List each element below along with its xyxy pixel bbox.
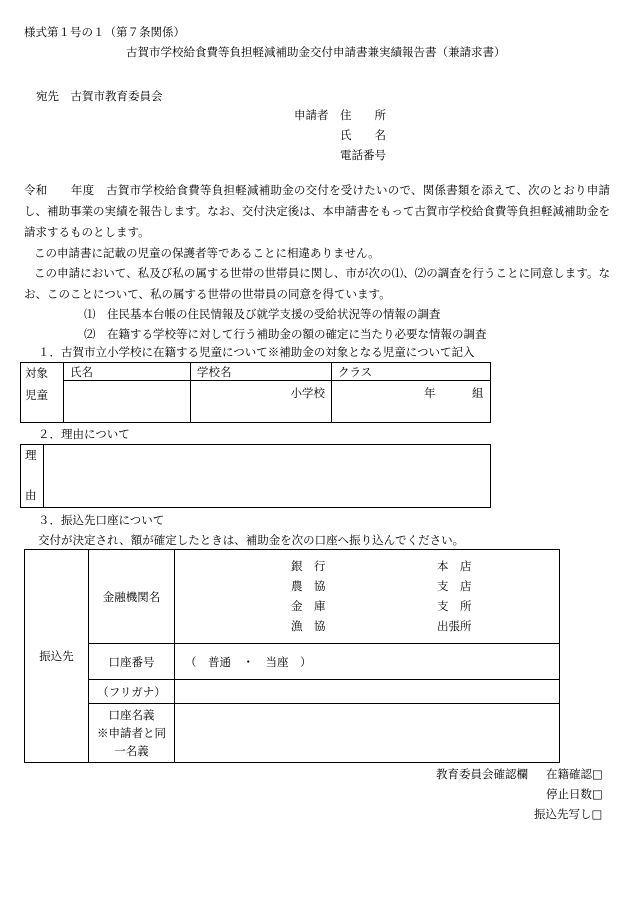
stop-days-check[interactable]: 停止日数□ (546, 787, 603, 801)
target-child-cell (21, 363, 64, 423)
consent-statement: この申請において、私及び私の属する世帯の世帯員に関し、市が次の⑴、⑵の調査を行うことに同意します。なお、このことについて、私の属する世帯の世帯員の同意を得ています。 (24, 266, 610, 301)
enrollment-check[interactable]: 在籍確認□ (546, 767, 603, 781)
furigana-label-cell (89, 680, 175, 704)
transfer-intro: 交付が決定され、額が確定したときは、補助金を次の口座へ振り込んでください。 (38, 533, 465, 547)
name-column-header: 氏名 (70, 365, 93, 379)
account-number-label-cell (89, 644, 175, 680)
section1-heading: １．古賀市立小学校に在籍する児童について※補助金の対象となる児童について記入 (38, 345, 475, 359)
section3-heading: ３．振込先口座について (38, 513, 165, 527)
reason-char-2: 由 (25, 488, 37, 502)
bank-name-label: 金融機関名 (102, 589, 161, 604)
reason-field[interactable] (44, 445, 491, 508)
transfer-label-cell (25, 550, 89, 763)
bank-table (24, 549, 560, 763)
child-table (20, 362, 491, 423)
branch-type-head: 本 店 (437, 559, 472, 573)
account-holder-note-2: 一名義 (114, 744, 149, 758)
form-number: 様式第１号の１（第７条関係） (24, 25, 185, 39)
class-column-header: クラス (338, 365, 373, 379)
school-header-cell (191, 363, 332, 381)
reason-char-1: 理 (25, 448, 37, 462)
account-holder-note-1: ※申請者と同 (97, 726, 166, 740)
class-header-cell (332, 363, 491, 381)
consent-item-2: ⑵ 在籍する学校等に対して行う補助金の額の確定に当たり必要な情報の調査 (84, 327, 487, 341)
name-header-cell (64, 363, 191, 381)
transfer-copy-check[interactable]: 振込先写し□ (534, 807, 603, 821)
application-statement: 令和 年度 古賀市学校給食費等負担軽減補助金の交付を受けたいので、関係書類を添えて、次のとおり申請し、補助事業の実績を報告します。なお、交付決定後は、本申請書をもって古賀市学校給食費等負担軽減補助金を請求するものとします。 (24, 183, 610, 239)
board-confirmation-label: 教育委員会確認欄 (436, 767, 528, 781)
phone-label: 電話番号 (340, 148, 386, 162)
consent-item-1: ⑴ 住民基本台帳の住民情報及び就学支援の受給状況等の情報の調査 (84, 307, 441, 321)
bank-type-credit-union: 金 庫 (291, 599, 326, 613)
address-label: 住 所 (340, 108, 386, 122)
reason-table (20, 444, 491, 508)
branch-type-office: 出張所 (437, 619, 472, 633)
child-name-field[interactable] (64, 381, 191, 423)
branch-type-sub-branch: 支 所 (437, 599, 472, 613)
child-label: 児童 (25, 388, 48, 402)
section2-heading: ２．理由について (38, 427, 130, 441)
school-name-field[interactable] (191, 381, 332, 423)
account-type: （ 普通 ・ 当座 ） (185, 654, 312, 669)
branch-type-branch: 支 店 (437, 579, 472, 593)
bank-name-field[interactable] (175, 550, 560, 644)
account-holder-label: 口座名義 (108, 708, 155, 722)
guardian-declaration: この申請書に記載の児童の保護者等であることに相違ありません。 (34, 246, 380, 260)
applicant-label: 申請者 (294, 108, 329, 122)
account-holder-field[interactable] (175, 704, 560, 763)
account-number-label: 口座番号 (108, 654, 155, 669)
account-holder-label-cell (89, 704, 175, 763)
reason-label-cell (21, 445, 44, 508)
grade-class-field[interactable] (332, 381, 491, 423)
furigana-field[interactable] (175, 680, 560, 704)
addressee: 宛先 古賀市教育委員会 (36, 89, 163, 103)
transfer-label: 振込先 (39, 649, 74, 663)
school-column-header: 学校名 (197, 365, 232, 379)
bank-label-cell (89, 550, 175, 644)
furigana-label: （フリガナ） (97, 684, 166, 699)
bank-type-agri-coop: 農 協 (291, 579, 326, 593)
document-title: 古賀市学校給食費等負担軽減補助金交付申請書兼実績報告書（兼請求書） (126, 45, 506, 59)
target-label: 対象 (25, 366, 48, 380)
name-label: 氏 名 (340, 128, 386, 142)
grade-unit: 年 (424, 386, 436, 400)
bank-type-bank: 銀 行 (291, 559, 326, 573)
account-number-field[interactable] (175, 644, 560, 680)
class-unit: 組 (472, 386, 484, 400)
school-suffix: 小学校 (290, 386, 325, 400)
bank-type-fishery-coop: 漁 協 (291, 619, 326, 633)
